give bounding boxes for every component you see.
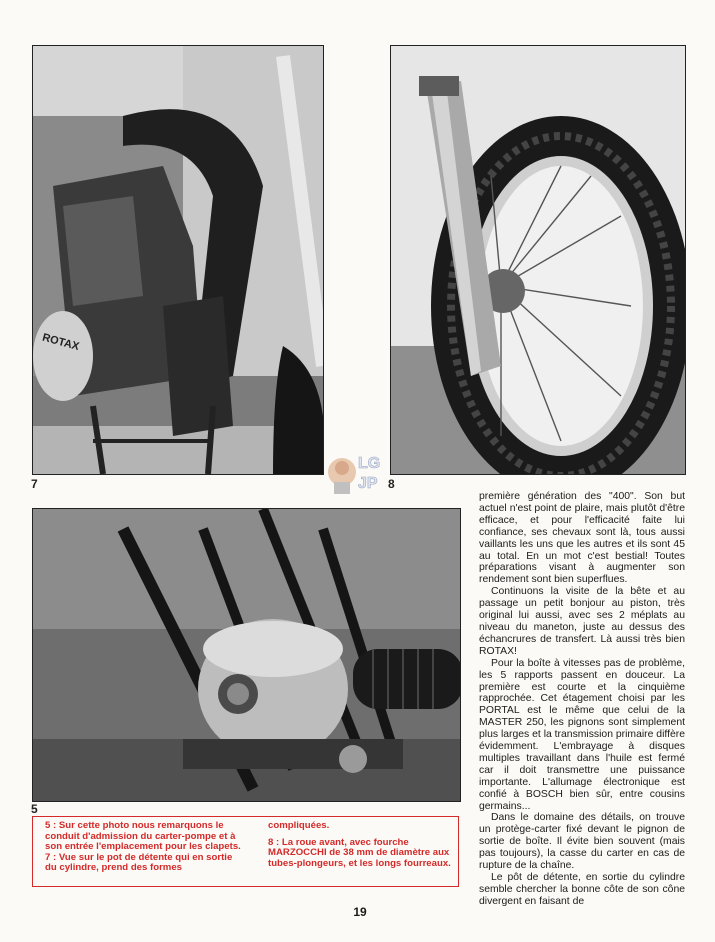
article-paragraph: Le pôt de détente, en sortie du cylindre semble chercher la bonne côte de son cône divergent en faisant de xyxy=(479,872,685,907)
photo-5-piston xyxy=(32,508,461,802)
photo-8-front-wheel xyxy=(390,45,686,475)
figure-number-7: 7 xyxy=(31,477,38,491)
article-paragraph: Pour la boîte à vitesses pas de problème, les 5 rapports passent en douceur. La première est courte et la cinquième rapprochée. Cet étagement choisi par les PORTAL est le même que celui de la MASTER 250, les pignons sont simplement plus larges et la transmission primaire diffère évidemment. L'embrayage à disques multiples travaillant dans l'huile est fermé car il doit transmettre une puissance importante. L'allumage électronique est confié à BOSCH bien sûr, entre cousins germains... xyxy=(479,657,685,812)
caption-box xyxy=(32,816,459,887)
caption-7-continued: compliquées. xyxy=(268,820,330,831)
article-paragraph: première génération des "400". Son but actuel n'est point de plaire, mais plutôt d'être efficace, et pour l'efficacité faite lui confiance, ses chevaux sont là, tous aussi vaillants les uns que les autres et ils sont 45 au total. En un mot c'est bestial! Toutes préparations visant à augmenter son rendement sont bien superflues. xyxy=(479,491,685,586)
caption-column-right xyxy=(268,821,452,869)
logo-text-jp: JP xyxy=(358,475,378,492)
figure-number-8: 8 xyxy=(388,477,395,491)
logo-text-lg: LG xyxy=(358,455,381,472)
page-number: 19 xyxy=(353,905,367,919)
caption-column-left xyxy=(45,821,241,874)
engine-badge-text: ROTAX xyxy=(40,331,81,353)
lgjp-logo xyxy=(326,448,388,496)
caption-8: 8 : La roue avant, avec fourche MARZOCCHI de 38 mm de diamètre aux tubes-plongeurs, et les longs fourreaux. xyxy=(268,836,451,869)
article-paragraph: Dans le domaine des détails, on trouve un protège-carter fixé devant le pignon de sortie de boîte. Il évite bien souvent (mais pas toujours), la casse du carter en cas de rupture de la chaîne. xyxy=(479,812,685,872)
photo-7-exhaust xyxy=(32,45,324,475)
caption-7: 7 : Vue sur le pot de détente qui en sortie du cylindre, prend des formes xyxy=(45,851,233,874)
caption-5: 5 : Sur cette photo nous remarquons le conduit d'admission du carter-pompe et à son entrée l'emplacement pour les clapets. xyxy=(45,820,241,853)
article-paragraph: Continuons la visite de la bête et au passage un petit bonjour au piston, très original lui aussi, avec ses 2 méplats au niveau du maneton, juste au dessus des échancrures de transfert. Là aussi très bien ROTAX! xyxy=(479,586,685,657)
article-body xyxy=(479,491,685,908)
figure-number-5: 5 xyxy=(31,802,38,816)
